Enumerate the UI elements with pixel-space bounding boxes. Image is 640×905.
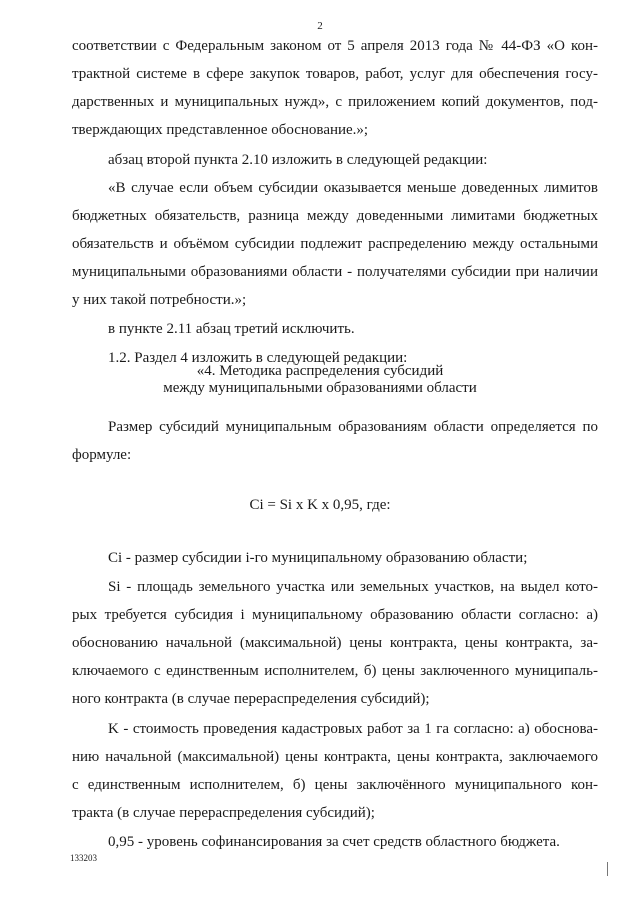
text-line: тверждающих представленное обоснование.»; (72, 122, 369, 138)
text-line: соответствии с Федеральным законом от 5 апреля 2013 года № 44-ФЗ «О кон- (72, 38, 598, 54)
text-line: муниципальными образованиями области - получателями субсидии при наличии (72, 264, 598, 280)
text-line: 1.2. Раздел 4 изложить в следующей редакции: (108, 350, 408, 366)
text-line: обоснованию начальной (максимальной) цены контракта, цены контракта, за- (72, 635, 598, 651)
text-line: в пункте 2.11 абзац третий исключить. (108, 321, 355, 337)
text-line: с единственным исполнителем, б) цены заключённого муниципального кон- (72, 777, 598, 793)
centered-line: Ci = Si x K x 0,95, где: (249, 497, 391, 513)
text-line: бюджетных обязательств, разница между доведенными лимитами бюджетных (72, 208, 598, 224)
text-line: ключаемого с единственным исполнителем, б) цены заключенного муниципаль- (72, 663, 598, 679)
text-line: формуле: (72, 447, 132, 463)
text-line: K - стоимость проведения кадастровых работ за 1 га согласно: а) обоснова- (108, 721, 598, 737)
text-line: обязательств и объёмом субсидии подлежит распределению между остальными (72, 236, 598, 252)
text-line: Ci - размер субсидии i-го муниципальному образованию области; (108, 550, 528, 566)
text-line: 0,95 - уровень софинансирования за счет средств областного бюджета. (108, 834, 560, 850)
centered-line: «4. Методика распределения субсидий (196, 363, 444, 379)
text-line: нию начальной (максимальной) цены контракта, цены контракта, заключаемого (72, 749, 598, 765)
text-line: «В случае если объем субсидии оказывается меньше доведенных лимитов (108, 180, 598, 196)
text-line: ного контракта (в случае перераспределения субсидий); (72, 691, 430, 707)
text-line: тракта (в случае перераспределения субсидий); (72, 805, 375, 821)
text-line: дарственных и муниципальных нужд», с приложением копий документов, под- (72, 94, 598, 110)
document-code: 133203 (70, 853, 97, 863)
margin-mark (607, 862, 608, 876)
text-line: рых требуется субсидия i муниципальному образованию области согласно: а) (72, 607, 598, 623)
centered-line: между муниципальными образованиями области (163, 380, 477, 396)
text-line: Si - площадь земельного участка или земельных участков, на выдел кото- (108, 579, 598, 595)
page-number: 2 (317, 20, 323, 32)
text-line: трактной системе в сфере закупок товаров, работ, услуг для обеспечения госу- (72, 66, 598, 82)
text-line: Размер субсидий муниципальным образованиям области определяется по (108, 419, 598, 435)
text-line: абзац второй пункта 2.10 изложить в следующей редакции: (108, 152, 488, 168)
text-line: у них такой потребности.»; (72, 292, 247, 308)
